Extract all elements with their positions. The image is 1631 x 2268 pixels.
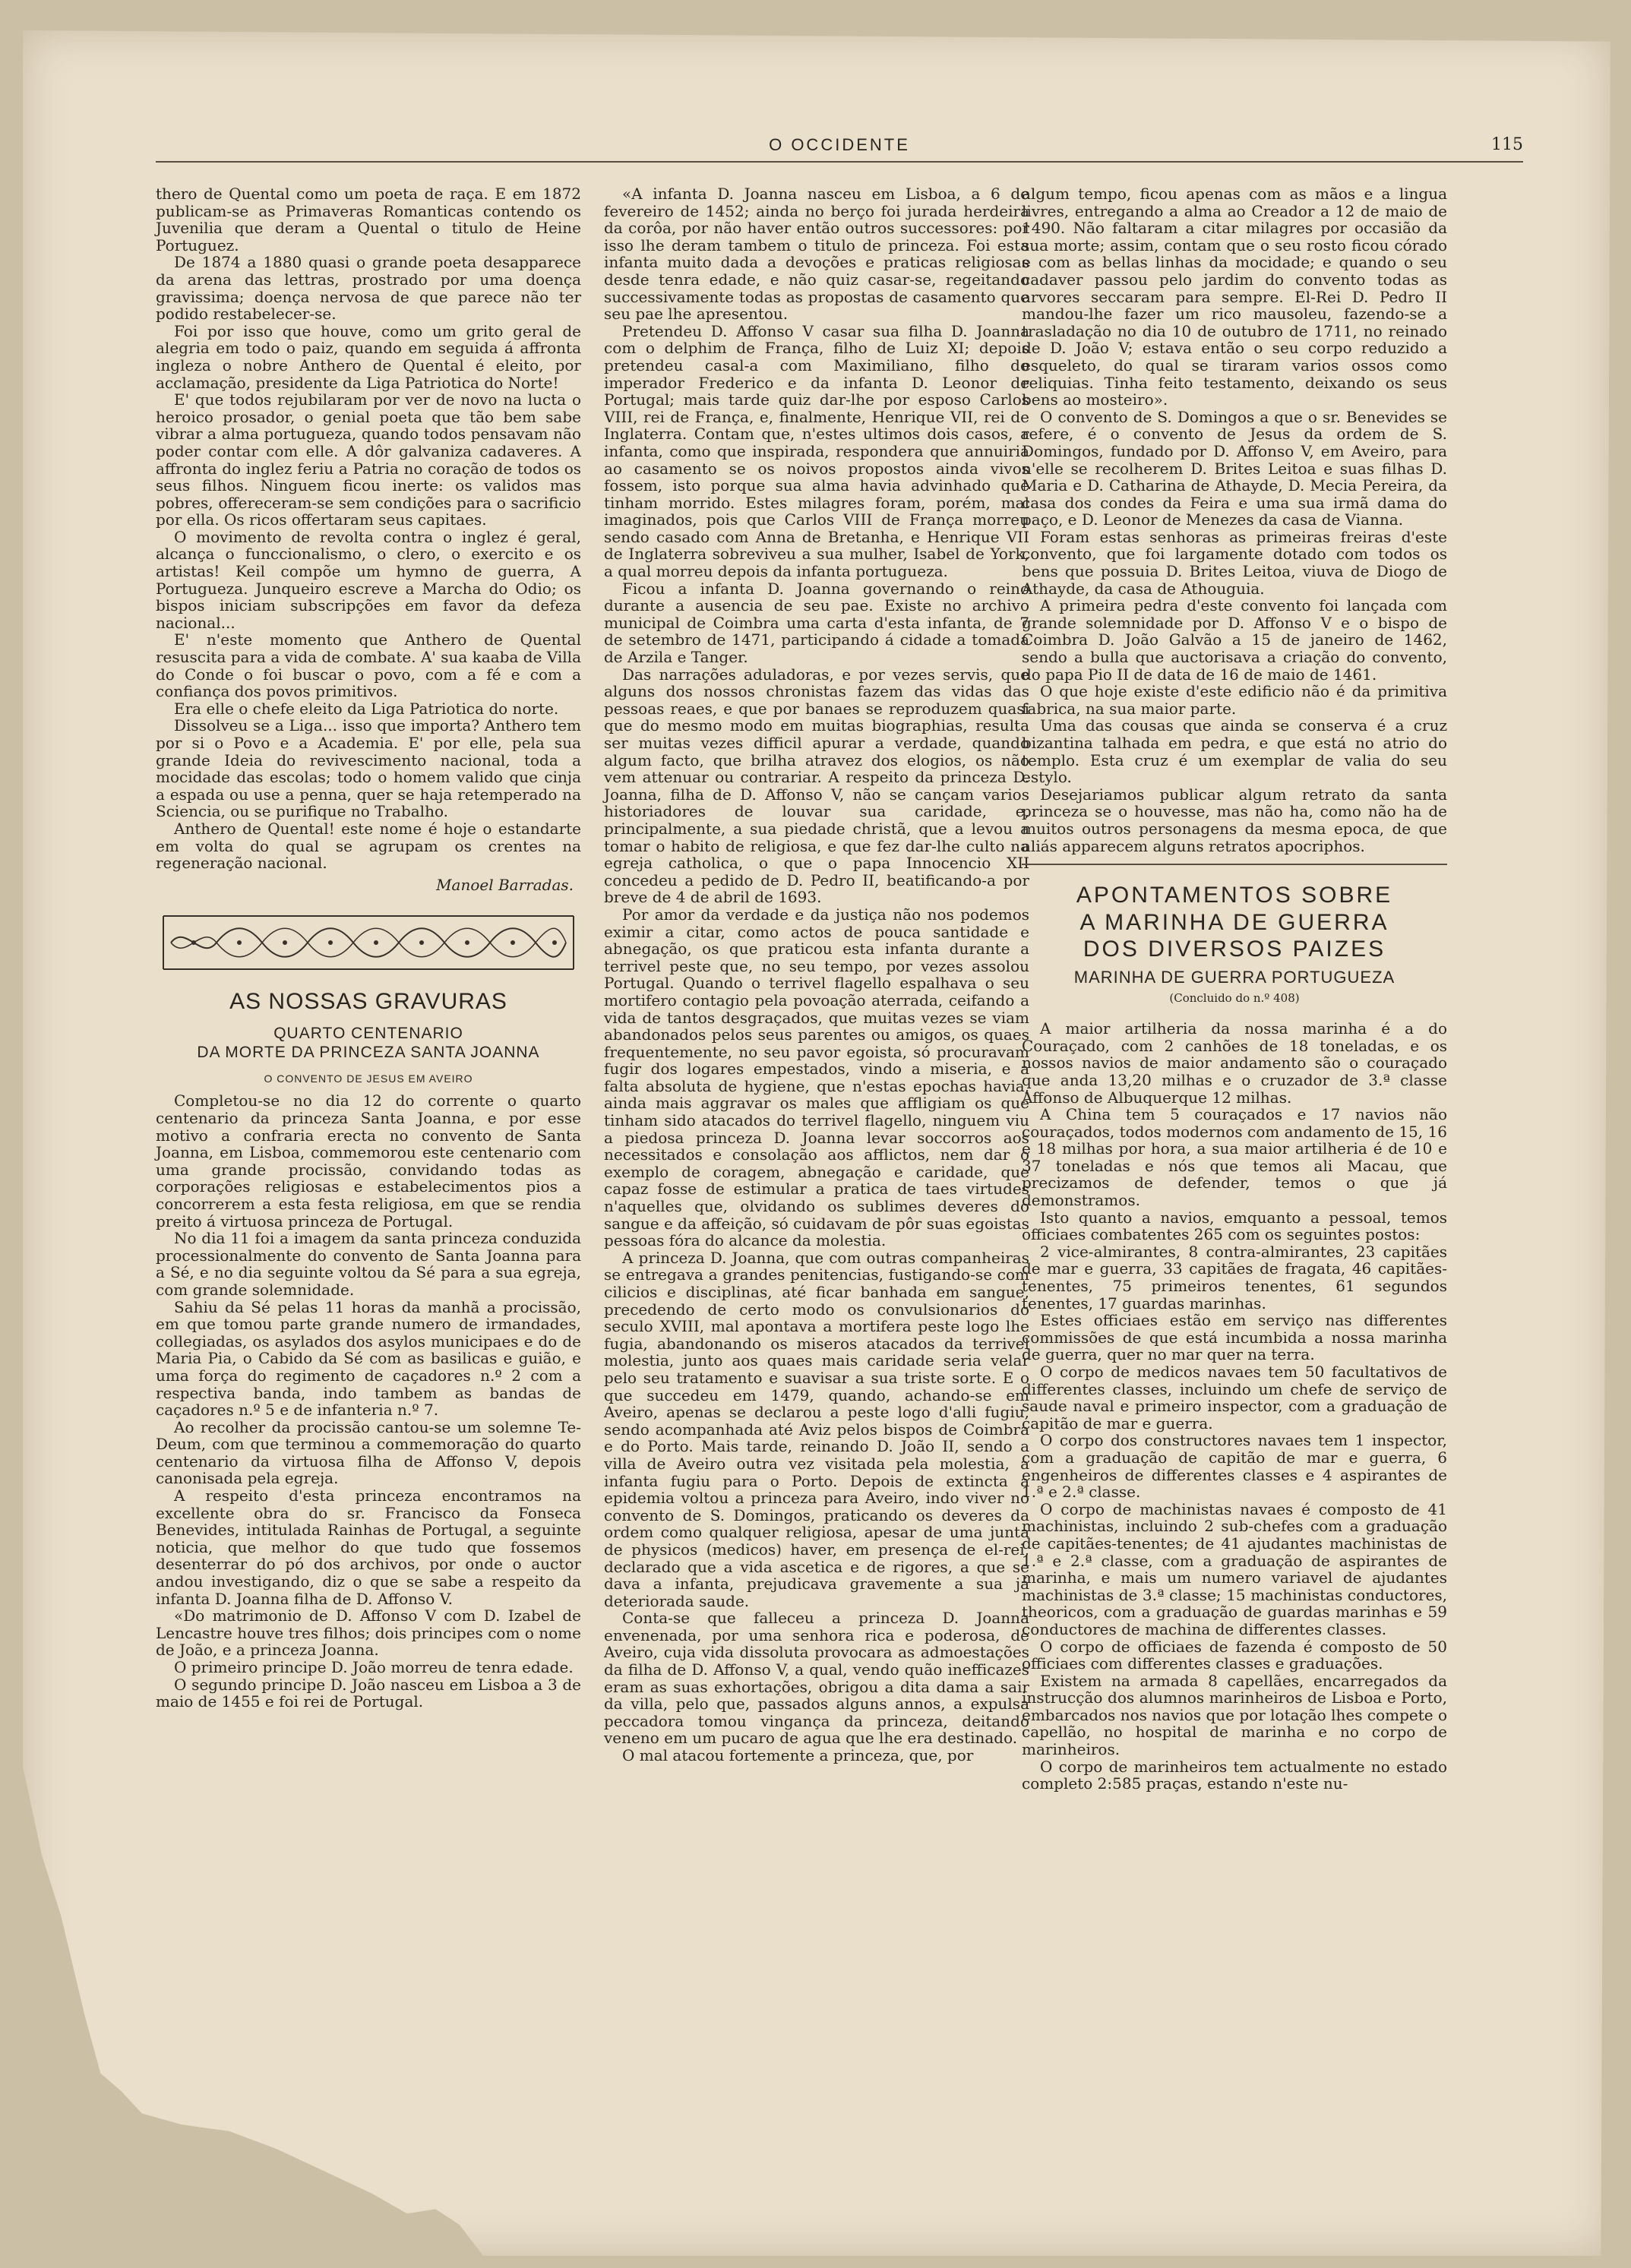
page-number: 115 <box>1491 135 1523 154</box>
paragraph: O que hoje existe d'este edificio não é da primitiva fabrica, na sua maior parte. <box>1022 682 1447 718</box>
paragraph: E' que todos rejubilaram por ver de novo na lucta o heroico prosador, o genial poeta que tão bem sabe vibrar a alma portugueza, quando todos pensavam não poder contar com elle. A dôr galvaniza cadaveres. A affronta do inglez feriu a Patria no coração de todos os seus filhos. Ninguem ficou inerte: os validos mas pobres, offereceram-se sem condições para o sacrificio por ella. Os ricos offertaram seus capitaes. <box>156 390 581 529</box>
paragraph: O corpo de marinheiros tem actualmente no estado completo 2:585 praças, estando n'este nu- <box>1022 1757 1447 1793</box>
paragraph: Completou-se no dia 12 do corrente o quarto centenario da princeza Santa Joanna, e por esse motivo a confraria erecta no convento de Santa Joanna, em Lisboa, commemorou este centenario com uma grande procissão, convidando todas as corporações religiosas e estabelecimentos pios a concorrerem a esta festa religiosa, em que se rendia preito á virtuosa princeza de Portugal. <box>156 1091 581 1230</box>
paragraph: De 1874 a 1880 quasi o grande poeta desapparece da arena das lettras, prostrado por uma doença gravissima; doença nervosa de que parece não ter podido restabelecer-se. <box>156 253 581 324</box>
author-signature: Manoel Barradas. <box>436 875 574 894</box>
column-1 <box>156 185 581 1710</box>
paragraph: algum tempo, ficou apenas com as mãos e a lingua livres, entregando a alma ao Creador a 12 de maio de 1490. Não faltaram a citar milagres por occasião da sua morte; assim, contam que o seu rosto ficou córado e com as bellas linhas da mocidade; e quando o seu cadaver passou pelo jardim do convento todas as arvores seccaram para sempre. El-Rei D. Pedro II mandou-lhe fazer um rico mausoleu, fazendo-se a trasladação no dia 10 de outubro de 1711, no reinado de D. João V; estava então o seu corpo reduzido a esqueleto, do qual se tiraram varios ossos como reliquias. Tinha feito testamento, deixando os seus bens ao mosteiro». <box>1022 185 1447 409</box>
paragraph: Ficou a infanta D. Joanna governando o reino durante a ausencia de seu pae. Existe no archivo municipal de Coimbra uma carta d'esta infanta, de 7 de setembro de 1471, participando á cidade a tomada de Arzila e Tanger. <box>604 579 1029 667</box>
paragraph: O movimento de revolta contra o inglez é geral, alcança o funccionalismo, o clero, o exercito e os artistas! Keil compõe um hymno de guerra, A Portugueza. Junqueiro escreve a Marcha do Odio; os bispos iniciam subscripções em favor da defeza nacional... <box>156 527 581 632</box>
article-header <box>1022 864 1447 1005</box>
paragraph: Isto quanto a navios, emquanto a pessoal, temos officiaes combatentes 265 com os seguintes postos: <box>1022 1208 1447 1244</box>
paragraph: Dissolveu se a Liga... isso que importa? Anthero tem por si o Povo e a Academia. E' por elle, pela sua grande Ideia do revivescimento nacional, toda a mocidade das escolas; todo o homem valido que cinja a espada ou use a penna, quer se haja retemperado na Sciencia, ou se purifique no Trabalho. <box>156 716 581 821</box>
column-2 <box>604 185 1029 1764</box>
paragraph: O corpo dos constructores navaes tem 1 inspector, com a graduação de capitão de mar e guerra, 6 engenheiros de differentes classes e 4 aspirantes de 1.ª e 2.ª classe. <box>1022 1431 1447 1502</box>
section-caption: O CONVENTO DE JESUS EM AVEIRO <box>264 1072 473 1085</box>
paragraph: Existem na armada 8 capellães, encarregados da instrucção dos alumnos marinheiros de Lisboa e Porto, embarcados nos navios que por lotação lhes compete o capellão, no hospital de marinha e no corpo de marinheiros. <box>1022 1671 1447 1759</box>
paragraph: A China tem 5 couraçados e 17 navios não couraçados, todos modernos com andamento de 15, 16 e 18 milhas por hora, a sua maior artilheria é de 10 e 37 toneladas e nós que temos ali Macau, que precizamos de defender, temos o que já demonstramos. <box>1022 1105 1447 1210</box>
paragraph: A primeira pedra d'este convento foi lançada com grande solemnidade por D. Affonso V e o bispo de Coimbra D. João Galvão a 15 de janeiro de 1462, sendo a bulla que auctorisava a criação do convento, do papa Pio II de data de 16 de maio de 1461. <box>1022 596 1447 684</box>
masthead: O OCCIDENTE <box>769 135 910 154</box>
paragraph: Conta-se que falleceu a princeza D. Joanna envenenada, por uma senhora rica e poderosa, de Aveiro, cuja vida dissoluta provocara as admoestações da filha de D. Affonso V, a qual, vendo quão inefficazes eram as suas exhortações, obrigou a dita dama a sair da villa, pelo que, passados alguns annos, a expulsa peccadora tomou vingança da princeza, deitando veneno em um pucaro de agua que lhe era destinado. <box>604 1609 1029 1748</box>
section-subtitle: QUARTO CENTENARIO <box>273 1025 463 1043</box>
paragraph: Sahiu da Sé pelas 11 horas da manhã a procissão, em que tomou parte grande numero de irmandades, collegiadas, os asylados dos asylos municipaes e do de Maria Pia, o Cabido da Sé com as basilicas e guião, e uma força do regimento de caçadores n.º 2 com a respectiva banda, indo tambem as bandas de caçadores n.º 5 e de infanteria n.º 7. <box>156 1297 581 1420</box>
paragraph: O corpo de officiaes de fazenda é composto de 50 officiaes com differentes classes e graduações. <box>1022 1637 1447 1673</box>
paragraph: O corpo de medicos navaes tem 50 facultativos de differentes classes, incluindo um chefe de serviço de saude naval e primeiro inspector, com a graduação de capitão de mar e guerra. <box>1022 1363 1447 1433</box>
paragraph: Anthero de Quental! este nome é hoje o estandarte em volta do qual se agrupam os crentes na regeneração nacional. <box>156 819 581 873</box>
column-3 <box>1022 185 1447 1793</box>
article-continuation-note: (Concluido do n.º 408) <box>1169 991 1300 1006</box>
article-subtitle: MARINHA DE GUERRA PORTUGUEZA <box>1073 968 1396 987</box>
paragraph: O mal atacou fortemente a princeza, que, por <box>622 1746 974 1765</box>
paragraph: Desejariamos publicar algum retrato da santa princeza se o houvesse, mas não ha, como não ha de muitos outros personagens da mesma epoca, de que aliás apparecem alguns retratos apocriphos. <box>1022 785 1447 855</box>
paragraph: O primeiro principe D. João morreu de tenra edade. <box>174 1658 574 1677</box>
section-subtitle: DA MORTE DA PRINCEZA SANTA JOANNA <box>197 1044 540 1062</box>
paragraph: A maior artilheria da nossa marinha é a do Couraçado, com 2 canhões de 18 toneladas, e os nossos navios de maior andamento são o couraçado que anda 13,20 milhas e o cruzador de 3.ª classe Affonso de Albuquerque 12 milhas. <box>1022 1019 1447 1107</box>
paragraph: A princeza D. Joanna, que com outras companheiras se entregava a grandes penitencias, fustigando-se com cilicios e disciplinas, até ficar banhada em sangue, precedendo de certo modo os convulsionarios do seculo XVIII, mal apontava a mortifera peste logo lhe fugia, abandonando os miseros atacados da terrivel molestia, junto aos quaes mais caridade seria velar pelo seu tratamento e suavisar a sua triste sorte. E o que succedeu em 1479, quando, achando-se em Aveiro, apenas se declarou a peste logo d'alli fugiu, sendo acompanhada até Aviz pelos bispos de Coimbra e do Porto. Mais tarde, reinando D. João II, sendo a villa de Aveiro outra vez visitada pela molestia, a infanta fugiu para o Porto. Depois de extincta a epidemia voltou a princeza para Aveiro, indo viver no convento de S. Domingos, praticando os deveres da ordem como qualquer religiosa, apesar de uma junta de physicos (medicos) haver, em presença de el-rei, declarado que a vida ascetica e de rigores, a que se dava a infanta, prejudicava gravemente a sua já deteriorada saude. <box>604 1248 1029 1610</box>
paragraph: Ao recolher da procissão cantou-se um solemne Te-Deum, com que terminou a commemoração do quarto centenario da virtuosa filha de Affonso V, depois canonisada pela egreja. <box>156 1417 581 1488</box>
paragraph: No dia 11 foi a imagem da santa princeza conduzida processionalmente do convento de Santa Joanna para a Sé, e no dia seguinte voltou da Sé para a sua egreja, com grande solemnidade. <box>156 1229 581 1299</box>
paragraph: O convento de S. Domingos a que o sr. Benevides se refere, é o convento de Jesus da ordem de S. Domingos, fundado por D. Affonso V, em Aveiro, para n'elle se recolherem D. Brites Leitoa e suas filhas D. Maria e D. Catharina de Athayde, D. Mecia Pereira, da casa dos condes da Feira e uma sua irmã dama do paço, e D. Leonor de Menezes da casa de Vianna. <box>1022 407 1447 529</box>
article-title: APONTAMENTOS SOBRE <box>1076 883 1393 908</box>
paragraph: O corpo de machinistas navaes é composto de 41 machinistas, incluindo 2 sub-chefes com a graduação de capitães-tenentes; de 41 ajudantes machinistas de 1.ª e 2.ª classe, com a graduação de aspirantes de marinha, e mais um numero variavel de ajudantes machinistas de 3.ª classe; 15 machinistas conductores, theoricos, com a graduação de guardas marinhas e 59 conductores de machina de differentes classes. <box>1022 1499 1447 1638</box>
paragraph: E' n'este momento que Anthero de Quental resuscita para a vida de combate. A' sua kaaba de Villa do Conde o foi buscar o povo, com a fé e com a confiança dos povos primitivos. <box>156 630 581 701</box>
ornament-graphic <box>156 908 581 977</box>
article-title: A MARINHA DE GUERRA <box>1079 909 1389 935</box>
page-header <box>156 135 1523 163</box>
paragraph: thero de Quental como um poeta de raça. E em 1872 publicam-se as Primaveras Romanticas contendo os Juvenilia que deram a Quental o titulo de Heine Portuguez. <box>156 185 581 254</box>
paragraph: Pretendeu D. Affonso V casar sua filha D. Joanna com o delphim de França, filho de Luiz XI; depois pretendeu casal-a com Maximiliano, filho do imperador Frederico e da infanta D. Leonor de Portugal; mais tarde quiz dar-lhe por esposo Carlos VIII, rei de França, e, finalmente, Henrique VII, rei de Inglaterra. Contam que, n'estes ultimos dois casos, a infanta, como que inspirada, respondera que annuiria ao casamento se os noivos propostos ainda vivos fossem, isto porque sua alma havia advinhado que tinham morrido. Estes milagres foram, porém, mal imaginados, pois que Carlos VIII de França morreu sendo casado com Anna de Bretanha, e Henrique VII de Inglaterra sobreviveu a sua mulher, Isabel de York, a qual morreu depois da infanta portugueza. <box>604 321 1029 581</box>
paragraph: A respeito d'esta princeza encontramos na excellente obra do sr. Francisco da Fonseca Benevides, intitulada Rainhas de Portugal, a seguinte noticia, que melhor do que tudo que fossemos desenterrar do pó dos archivos, por onde o auctor andou investigando, diz o que se sabe a respeito da infanta D. Joanna filha de D. Affonso V. <box>156 1486 581 1608</box>
paragraph: Uma das cousas que ainda se conserva é a cruz bizantina talhada em pedra, e que está no atrio do templo. Esta cruz é um exemplar de valia do seu estylo. <box>1022 716 1447 787</box>
paragraph: «Do matrimonio de D. Affonso V com D. Izabel de Lencastre houve tres filhos; dois principes com o nome de João, e a princeza Joanna. <box>156 1606 581 1660</box>
paragraph: 2 vice-almirantes, 8 contra-almirantes, 23 capitães de mar e guerra, 33 capitães de fragata, 46 capitães-tenentes, 75 primeiros tenentes, 61 segundos tenentes, 17 guardas marinhas. <box>1022 1242 1447 1312</box>
decorative-ornament <box>156 908 581 977</box>
paragraph: Estes officiaes estão em serviço nas differentes commissões de que está incumbida a nossa marinha de guerra, quer no mar quer na terra. <box>1022 1311 1447 1364</box>
paragraph: «A infanta D. Joanna nasceu em Lisboa, a 6 de fevereiro de 1452; ainda no berço foi jurada herdeira da corôa, por não haver então outros successores: por isso lhe deram tambem o titulo de princeza. Foi esta infanta muito dada a devoções e praticas religiosas desde tenra edade, e não quiz casar-se, regeitando successivamente todas as propostas de casamento que seu pae lhe apresentou. <box>604 185 1029 324</box>
paragraph: Das narrações aduladoras, e por vezes servis, que alguns dos nossos chronistas fazem das vidas das pessoas reaes, e que por banaes se reproduzem quasi que do mesmo modo em muitas biographias, resulta ser muitas vezes difficil apurar a verdade, quando algum facto, que brilha atravez dos elogios, os não vem attenuar ou contrariar. A respeito da princeza D. Joanna, filha de D. Affonso V, não se cançam varios historiadores de louvar sua caridade, e, principalmente, a sua piedade christã, que a levou a tomar o habito de religiosa, e que fez dar-lhe culto na egreja catholica, o que o papa Innocencio XII concedeu a pedido de D. Pedro II, beatificando-a por breve de 4 de abril de 1693. <box>604 665 1029 907</box>
section-title: AS NOSSAS GRAVURAS <box>229 989 507 1015</box>
paragraph: Era elle o chefe eleito da Liga Patriotica do norte. <box>174 699 559 718</box>
paragraph: O segundo principe D. João nasceu em Lisboa a 3 de maio de 1455 e foi rei de Portugal. <box>156 1675 581 1711</box>
paragraph: Foi por isso que houve, como um grito geral de alegria em todo o paiz, quando em seguida á affronta ingleza o nobre Anthero de Quental é eleito, por acclamação, presidente da Liga Patriotica do Norte! <box>156 321 581 392</box>
paragraph: Por amor da verdade e da justiça não nos podemos eximir a citar, como actos de pouca santidade e abnegação, os que praticou esta infanta durante a terrivel peste que, no seu tempo, por vezes assolou Portugal. Quando o terrivel flagello espalhava o seu mortifero contagio pela povoação aterrada, ceifando a vida de tantos desgraçados, que muitas vezes se viam abandonados pelos seus parentes ou amigos, os quaes frequentemente, no seu pavor egoista, só procuravam fugir dos logares empestados, vindo a miseria, e a falta absoluta de hygiene, que n'estas epochas havia, ainda mais aggravar os males que affligiam os que tinham sido atacados do terrivel flagello, ninguem viu a piedosa princeza D. Joanna levar soccorros aos necessitados e consolação aos afflictos, nem dar o exemplo de coragem, abnegação e caridade, que capaz fosse de estimular a pratica de taes virtudes n'aquelles que, olvidando os sublimes deveres do sangue e da affeição, só cuidavam de pôr suas egoistas pessoas fóra do alcance da molestia. <box>604 905 1029 1250</box>
paragraph: Foram estas senhoras as primeiras freiras d'este convento, que foi largamente dotado com todos os bens que possuia D. Brites Leitoa, viuva de Diogo de Athayde, da casa de Athouguia. <box>1022 527 1447 598</box>
article-title: DOS DIVERSOS PAIZES <box>1083 936 1386 962</box>
